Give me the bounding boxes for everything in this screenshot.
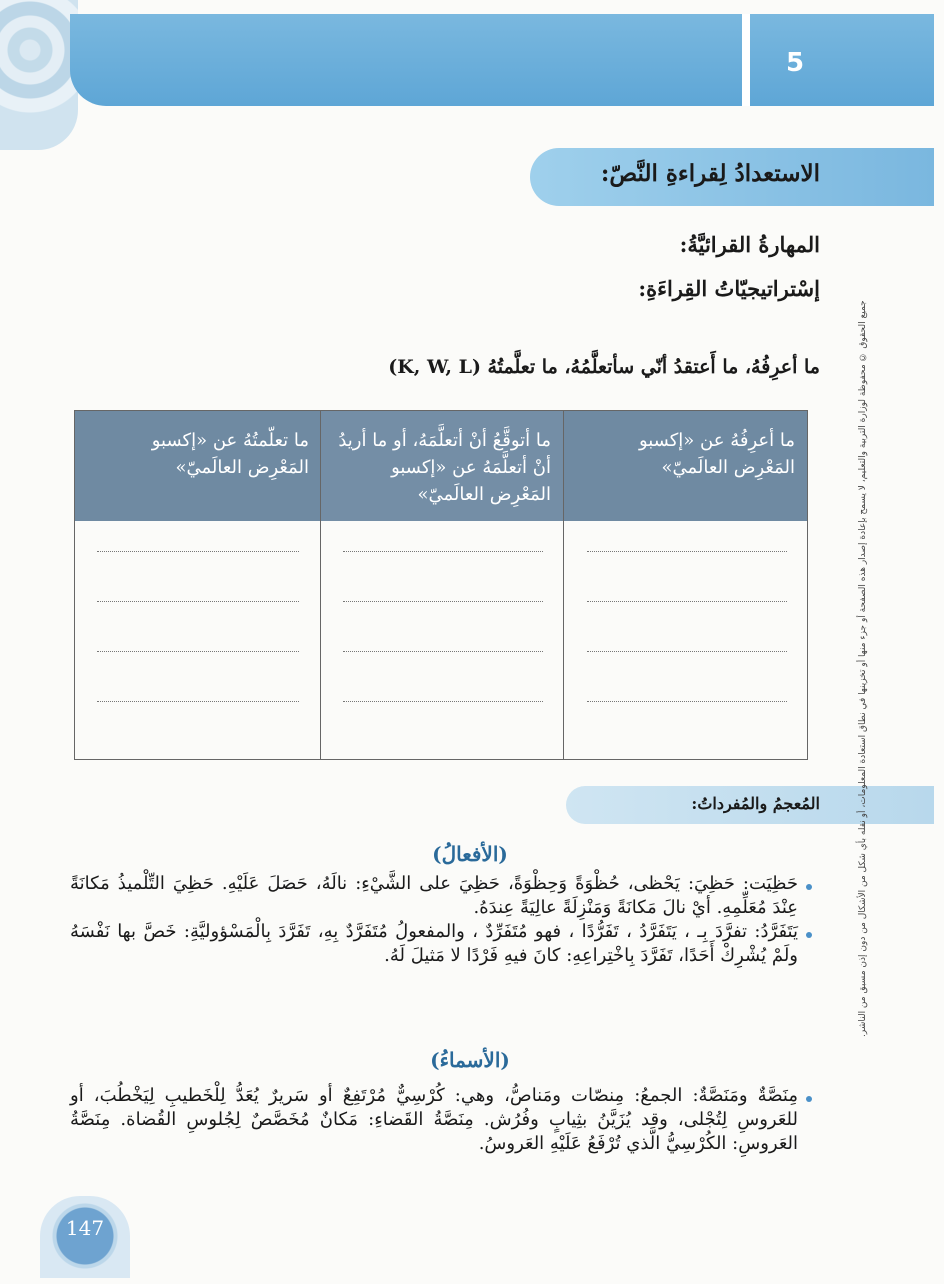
nouns-heading: (الأسماءُ) (430, 1048, 510, 1072)
answer-line[interactable] (343, 651, 543, 652)
verb-entry: يَتَفَرَّدُ: تفرَّدَ بِـ ، يَتَفَرَّدُ ، تَفَرُّدًا ، فهو مُتَفَرِّدٌ ، والمفعولُ مُتَفَرَّدٌ بِهِ، تَفَرَّدَ بِالْمَسْؤوليَّةِ: خَصَّ بها نَفْسَهُ ولَمْ يُشْرِكْ أَحَدًا، تَفَرَّدَ بِاخْتِراعِهِ: كانَ فيهِ فَرْدًا لا مَثيلَ لَهُ. (70, 921, 798, 966)
bullet-icon (806, 932, 812, 938)
answer-line[interactable] (587, 551, 787, 552)
answer-line[interactable] (343, 551, 543, 552)
bullet-icon (806, 884, 812, 890)
section-title: الاستعدادُ لِقراءةِ النَّصّ: (600, 160, 820, 187)
answer-line[interactable] (587, 701, 787, 702)
page-number: 147 (65, 1216, 105, 1240)
answer-line[interactable] (343, 601, 543, 602)
kwl-header-know: ما أعرِفُهُ عن «إكسبو المَعْرِض العالَميّ» (563, 411, 807, 521)
strategies-label: إسْتراتيجيّاتُ القِراءَةِ: (638, 276, 820, 301)
reading-skill-label: المهارةُ القرائيَّةُ: (679, 232, 820, 257)
kwl-title: ما أعرِفُهُ، ما أَعتقدُ أنّي سأتعلَّمُهُ، ما تعلَّمتُهُ (K, W, L) (388, 356, 820, 378)
copyright-side-note: جميع الحقوق © محفوظة لوزارة التربية والتعليم، لا يسمح بإعادة إصدار هذه الصفحة أو جزء منها أو تخزينها في نطاق استعادة المعلومات، أو نقله بأي شكل من الأشكال من دون إذن مسبق من الناشر. (858, 300, 868, 1037)
vocab-title: المُعجمُ والمُفرداتُ: (691, 794, 820, 813)
kwl-header-want: ما أتوقَّعُ أنْ أتعلَّمَهُ، أو ما أريدُ أنْ أتعلَّمَهُ عن «إكسبو المَعْرِض العالَميّ» (321, 411, 563, 521)
kwl-header-learned: ما تعلّمتُهُ عن «إكسبو المَعْرِض العالَميّ» (75, 411, 321, 521)
answer-line[interactable] (97, 651, 299, 652)
verbs-heading: (الأفعالُ) (432, 842, 508, 866)
answer-line[interactable] (97, 551, 299, 552)
chapter-number: 5 (785, 48, 805, 78)
header-stripe (742, 14, 750, 106)
corner-decoration (0, 0, 78, 150)
noun-entry: مِنَصَّةٌ ومَنَصَّةٌ: الجمعُ: مِنصّات ومَناصُّ، وهي: كُرْسِيٌّ مُرْتَفِعٌ أو سَريرٌ يُعَدُّ لِلْخَطيبِ لِيَخْطُبَ، أو للعَروسِ لِتُجْلى، وقد يُزَيَّنُ بثِيابٍ وفُرُش. مِنَصَّةُ القَضاءِ: مَكانٌ مُخَصَّصٌ لِجُلوسِ القُضاة. مِنَصَّةُ العَروسِ: الكُرْسِيُّ الَّذي تُرْفَعُ عَلَيْهِ العَروسُ. (70, 1085, 798, 1154)
bullet-icon (806, 1096, 812, 1102)
answer-line[interactable] (587, 651, 787, 652)
answer-line[interactable] (587, 601, 787, 602)
answer-line[interactable] (97, 701, 299, 702)
kwl-divider (563, 411, 564, 759)
kwl-divider (320, 411, 321, 759)
answer-line[interactable] (343, 701, 543, 702)
verb-entry: حَظِيَت: حَظِيَ: يَحْظى، حُظْوَةً وَحِظْوَةً، حَظِيَ على الشَّيْءِ: نالَهُ، حَصَلَ عَلَيْهِ. حَظِيَ التِّلْميذُ مَكانَةً عِنْدَ مُعَلِّمِهِ. أيْ نالَ مَكانَةً وَمَنْزِلَةً عالِيَةً عِندَهُ. (70, 873, 798, 918)
kwl-table (74, 410, 808, 760)
answer-line[interactable] (97, 601, 299, 602)
